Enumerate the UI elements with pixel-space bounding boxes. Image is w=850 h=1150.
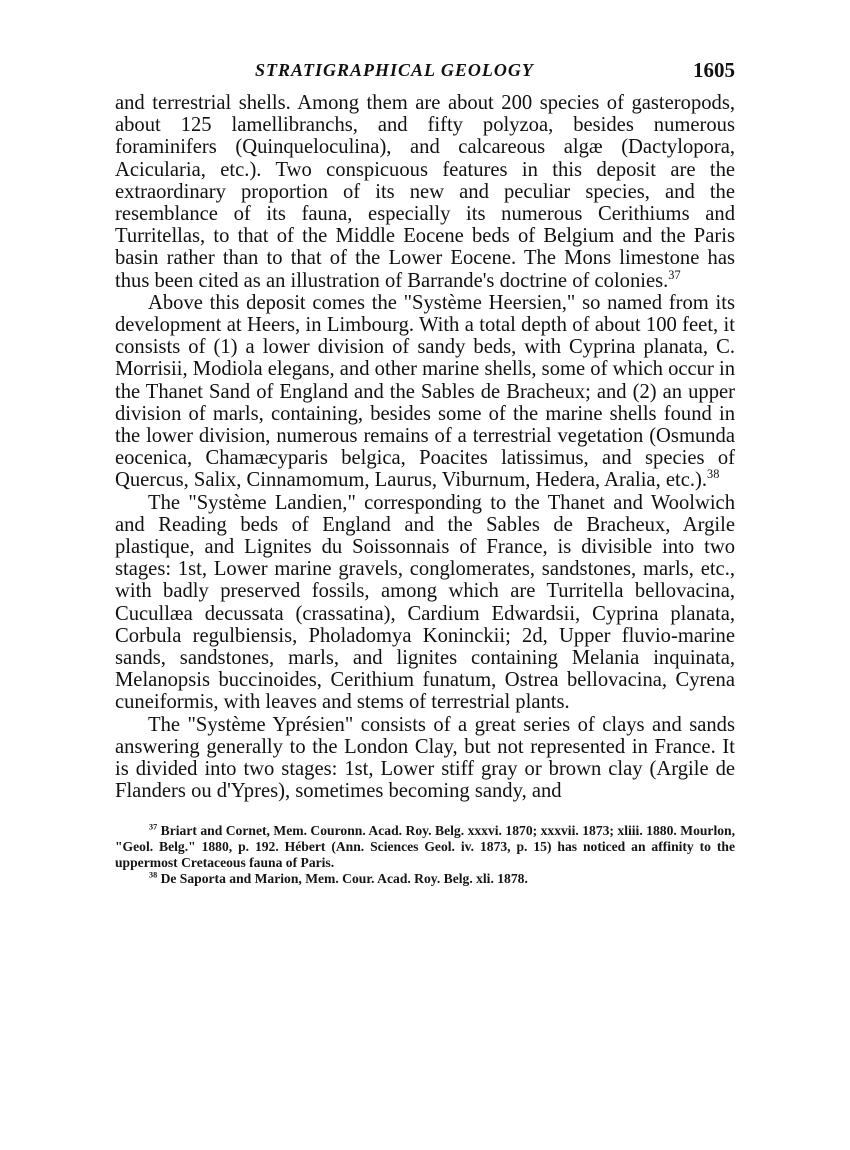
running-title: STRATIGRAPHICAL GEOLOGY [255, 60, 534, 80]
footnote-reference[interactable]: 38 [707, 467, 720, 482]
page-number: 1605 [693, 58, 735, 82]
page-header [115, 58, 735, 92]
book-page [115, 58, 735, 888]
footnote: $^{38}$ De Saporta and Marion, Mem. Cour. Acad. Roy. Belg. xli. 1878. [149, 870, 528, 887]
footnote-reference[interactable]: 37 [668, 267, 681, 282]
body-text [115, 92, 735, 803]
paragraph: The "Système Landien," corresponding to the Thanet and Woolwich and Reading beds of England and the Sables de Bracheux, Argile plastique, and Lignites du Soissonnais of France, is divisible into two stages: 1st, Lower marine gravels, conglomerates, sandstones, marls, etc., with badly preserved fossils, among which are Turritella bellovacina, Cucullæa decussata (crassatina), Cardium Edwardsii, Cyprina planata, Corbula regulbiensis, Pholadomya Koninckii; 2d, Upper fluvio-marine sands, sandstones, marls, and lignites containing Melania inquinata, Melanopsis buccinoides, Cerithium funatum, Ostrea bellovacina, Cyrena cuneiformis, with leaves and stems of terrestrial plants. [115, 491, 735, 714]
footnote-mark: 37 [149, 821, 158, 831]
paragraph: Above this deposit comes the "Système Heersien," so named from its development at Heers, in Limbourg. With a total depth of about 100 feet, it consists of (1) a lower division of sandy beds, with Cyprina planata, C. Morrisii, Modiola elegans, and other marine shells, some of which occur in the Thanet Sand of England and the Sables de Bracheux; and (2) an upper division of marls, containing, besides some of the marine shells found in the lower division, numerous remains of a terrestrial vegetation (Osmunda eocenica, Chamæcyparis belgica, Poacites latissimus, and species of Quercus, Salix, Cinnamomum, Laurus, Viburnum, Hedera, Aralia, etc.).$^{38}$ [115, 291, 735, 492]
footnote-mark: 38 [149, 870, 158, 880]
paragraph: and terrestrial shells. Among them are about 200 species of gasteropods, about 125 lamellibranchs, and fifty polyzoa, besides numerous foraminifers (Quinqueloculina), and calcareous algæ (Dactylopora, Acicularia, etc.). Two conspicuous features in this deposit are the extraordinary proportion of its new and peculiar species, and the resemblance of its fauna, especially its numerous Cerithiums and Turritellas, to that of the Middle Eocene beds of Belgium and the Paris basin rather than to that of the Lower Eocene. The Mons limestone has thus been cited as an illustration of Barrande's doctrine of colonies.$^{37}$ [115, 92, 735, 292]
footnote: $^{37}$ Briart and Cornet, Mem. Couronn. Acad. Roy. Belg. xxxvi. 1870; xxxvii. 1873; xliii. 1880. Mourlon, "Geol. Belg." 1880, p. 192. Hébert (Ann. Sciences Geol. iv. 1873, p. 15) has noticed an affinity to the uppermost Cretaceous fauna of Paris. [115, 821, 735, 871]
footnotes [115, 823, 735, 888]
paragraph: The "Système Yprésien" consists of a great series of clays and sands answering generally to the London Clay, but not represented in France. It is divided into two stages: 1st, Lower stiff gray or brown clay (Argile de Flanders ou d'Ypres), sometimes becoming sandy, and [115, 713, 735, 803]
